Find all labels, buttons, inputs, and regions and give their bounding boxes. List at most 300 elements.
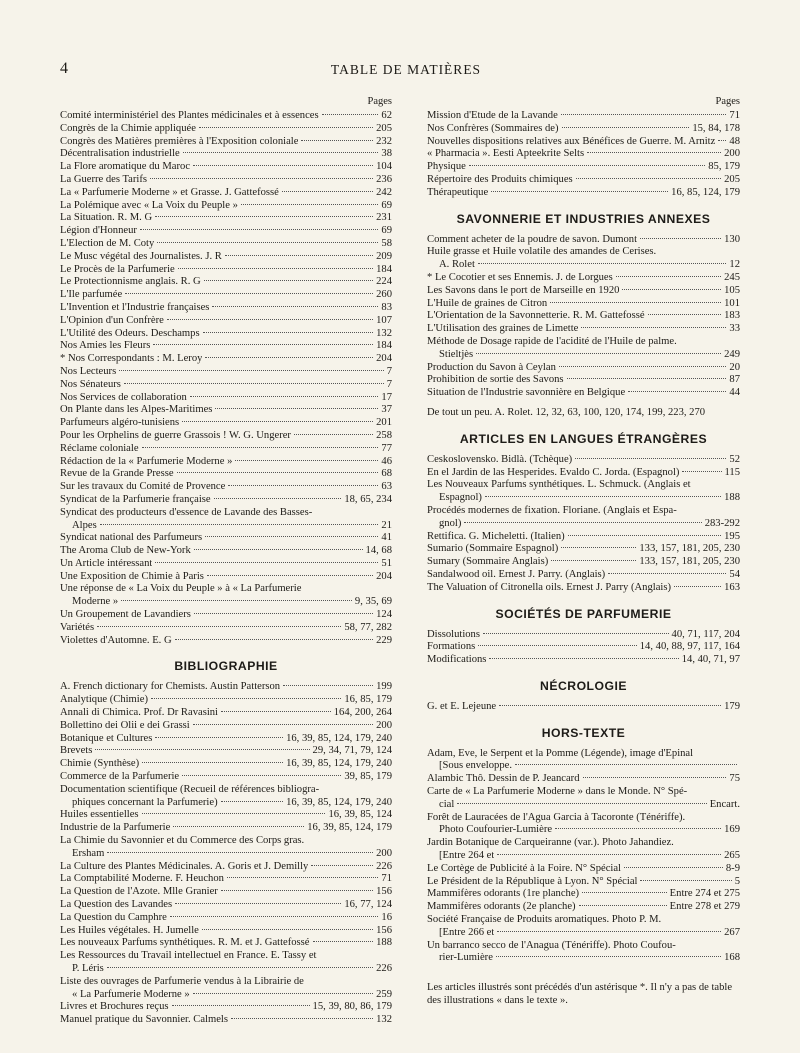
toc-entry xyxy=(60,264,392,277)
toc-entry xyxy=(60,148,392,161)
entry-title: Mammifères odorants (1re planche) xyxy=(427,888,580,900)
dot-leader xyxy=(153,344,373,345)
entry-title: L'Utilisation des graines de Limette xyxy=(427,323,579,335)
toc-entry xyxy=(60,886,392,899)
toc-entry xyxy=(60,733,392,746)
toc-entry xyxy=(60,340,392,353)
entry-title: L'Utilité des Odeurs. Deschamps xyxy=(60,327,200,339)
dot-leader xyxy=(121,600,352,601)
entry-pages: 224 xyxy=(376,276,392,288)
dot-leader xyxy=(173,826,304,827)
entry-title: L'Orientation de la Savonnetterie. R. M. Gattefossé xyxy=(427,310,645,322)
entry-pages: 105 xyxy=(724,284,740,296)
dot-leader xyxy=(640,238,721,239)
dot-leader xyxy=(301,140,373,141)
entry-pages: 133, 157, 181, 205, 230 xyxy=(639,543,740,555)
dot-leader xyxy=(151,698,341,699)
dot-leader xyxy=(155,216,373,217)
entry-title: Congrès de la Chimie appliquée xyxy=(60,122,196,134)
entry-title: Modifications xyxy=(427,654,487,666)
dot-leader xyxy=(648,314,722,315)
toc-entry xyxy=(427,187,740,200)
toc-entry xyxy=(60,745,392,758)
entry-title: L'Huile de graines de Citron xyxy=(427,297,548,309)
section-title-societes: SOCIÉTÉS DE PARFUMERIE xyxy=(495,606,672,621)
entry-title: La Question des Lavandes xyxy=(60,899,173,911)
toc-entry xyxy=(60,558,392,571)
dot-leader xyxy=(567,378,727,379)
dot-leader xyxy=(183,152,379,153)
toc-entry xyxy=(427,479,740,505)
dot-leader xyxy=(674,586,721,587)
entry-title: Les nouveaux Parfums synthétiques. R. M. et J. Gattefossé xyxy=(60,937,310,949)
toc-entry xyxy=(427,454,740,467)
entry-title: Pour les Orphelins de guerre Grassois ! W. G. Ungerer xyxy=(60,429,291,441)
toc-entry xyxy=(60,392,392,405)
toc-entry xyxy=(427,285,740,298)
entry-pages: Encart. xyxy=(709,798,740,810)
dot-leader xyxy=(203,332,374,333)
dot-leader xyxy=(478,645,636,646)
dot-leader xyxy=(581,327,726,328)
entry-title: Alambic Thô. Dessin de P. Jeancard xyxy=(427,773,580,785)
entry-pages: 77 xyxy=(381,442,392,454)
dot-leader xyxy=(124,383,384,384)
toc-entry xyxy=(60,758,392,771)
entry-pages: 83 xyxy=(381,301,392,313)
entry-title: Les Nouveaux Parfums synthétiques. L. Schmuck. (Anglais et xyxy=(427,479,691,491)
toc-entry xyxy=(60,443,392,456)
toc-entry xyxy=(60,720,392,733)
dot-leader xyxy=(469,165,705,166)
entry-title: Manuel pratique du Savonnier. Calmels xyxy=(60,1014,228,1026)
toc-entry xyxy=(60,417,392,430)
dot-leader xyxy=(204,280,373,281)
entry-pages: 12 xyxy=(729,259,740,271)
entry-pages: 7 xyxy=(386,378,392,390)
toc-entry xyxy=(427,863,740,876)
dot-leader xyxy=(212,306,378,307)
entry-pages: 156 xyxy=(376,886,392,898)
entry-title: Production du Savon à Ceylan xyxy=(427,361,556,373)
dot-leader xyxy=(150,178,373,179)
entry-title: Répertoire des Produits chimiques xyxy=(427,173,573,185)
dot-leader xyxy=(283,685,373,686)
dot-leader xyxy=(95,749,309,750)
toc-entry xyxy=(60,276,392,289)
entry-title: Sandalwood oil. Ernest J. Parry. (Anglais) xyxy=(427,568,606,580)
entry-title: Nos Confrères (Sommaires de) xyxy=(427,122,559,134)
entry-pages: 132 xyxy=(376,1014,392,1026)
dot-leader xyxy=(457,803,706,804)
entry-title: Situation de l'Industrie savonnière en Belgique xyxy=(427,387,626,399)
dot-leader xyxy=(193,993,373,994)
toc-entry xyxy=(427,543,740,556)
toc-entry xyxy=(427,701,740,714)
entry-pages: 29, 34, 71, 79, 124 xyxy=(312,745,392,757)
entry-title: Nos Sénateurs xyxy=(60,378,121,390)
entry-title: Commerce de la Parfumerie xyxy=(60,771,180,783)
toc-entry xyxy=(427,629,740,642)
dot-leader xyxy=(583,777,727,778)
entry-title: L'Ile parfumée xyxy=(60,289,123,301)
entry-pages: 229 xyxy=(376,634,392,646)
entry-pages: 156 xyxy=(376,924,392,936)
dot-leader xyxy=(485,496,721,497)
entry-pages: 245 xyxy=(724,271,740,283)
entry-title: Chimie (Synthèse) xyxy=(60,758,140,770)
dot-leader xyxy=(464,522,701,523)
toc-entry xyxy=(60,771,392,784)
toc-entry xyxy=(427,531,740,544)
toc-entry xyxy=(427,323,740,336)
toc-entry xyxy=(427,773,740,786)
entry-pages: 188 xyxy=(376,937,392,949)
toc-entry xyxy=(427,914,740,940)
dot-leader xyxy=(608,573,726,574)
entry-pages: 168 xyxy=(724,952,740,964)
entry-pages: 16, 77, 124 xyxy=(344,899,392,911)
toc-entry xyxy=(427,123,740,136)
toc-entry xyxy=(60,225,392,238)
toc-entry xyxy=(60,1001,392,1014)
toc-entry xyxy=(427,467,740,480)
dot-leader xyxy=(311,865,373,866)
entry-title: The Valuation of Citronella oils. Ernest J. Parry (Anglais) xyxy=(427,581,672,593)
necrologie-entries xyxy=(427,701,740,714)
entry-pages: 232 xyxy=(376,135,392,147)
toc-entry xyxy=(60,187,392,200)
toc-entry xyxy=(60,937,392,950)
entry-title: Sumary (Sommaire Anglais) xyxy=(427,556,549,568)
entry-title: Comment acheter de la poudre de savon. Dumont xyxy=(427,233,638,245)
toc-entry xyxy=(427,888,740,901)
entry-title-cont: Stieltjès xyxy=(439,348,474,360)
dot-leader xyxy=(616,276,721,277)
entry-pages: 184 xyxy=(376,263,392,275)
entry-title: Mammifères odorants (2e planche) xyxy=(427,901,576,913)
entry-pages: 71 xyxy=(381,873,392,885)
entry-title: Nouvelles dispositions relatives aux Bénéfices de Guerre. M. Arnitz xyxy=(427,135,716,147)
toc-entry xyxy=(60,583,392,609)
entry-pages: 163 xyxy=(724,581,740,593)
entry-pages: 179 xyxy=(724,700,740,712)
entry-title: Mission d'Etude de la Lavande xyxy=(427,110,558,121)
toc-entry xyxy=(60,123,392,136)
entry-title: La Culture des Plantes Médicinales. A. Goris et J. Demilly xyxy=(60,860,309,872)
entry-pages: 87 xyxy=(729,374,740,386)
dot-leader xyxy=(202,929,373,930)
entry-title: Brevets xyxy=(60,745,93,757)
toc-entry xyxy=(60,976,392,1002)
entry-title: * Nos Correspondants : M. Leroy xyxy=(60,353,203,365)
toc-entry xyxy=(60,822,392,835)
dot-leader xyxy=(497,854,721,855)
entry-pages: 68 xyxy=(381,468,392,480)
entry-pages: 69 xyxy=(381,225,392,237)
page-header xyxy=(60,60,752,80)
toc-entry xyxy=(427,569,740,582)
toc-entry xyxy=(427,940,740,966)
dot-leader xyxy=(235,460,378,461)
page-number: 4 xyxy=(60,60,68,77)
entry-pages: 115 xyxy=(724,466,740,478)
dot-leader xyxy=(228,485,378,486)
toc-entry xyxy=(60,238,392,251)
toc-entry xyxy=(60,835,392,861)
entry-title: Le Cortège de Publicité à la Foire. N° Spécial xyxy=(427,862,621,874)
entry-pages: 48 xyxy=(729,135,740,147)
entry-title: Ceskoslovensko. Bidlà. (Tchèque) xyxy=(427,453,573,465)
toc-entry xyxy=(427,387,740,400)
toc-entry xyxy=(60,328,392,341)
dot-leader xyxy=(125,293,373,294)
toc-entry xyxy=(427,641,740,654)
toc-entry xyxy=(60,635,392,648)
pages-label-right: Pages xyxy=(715,96,740,107)
entry-title: Comité interministériel des Plantes médicinales et à essences xyxy=(60,110,319,121)
entry-pages: 209 xyxy=(376,250,392,262)
dot-leader xyxy=(221,890,373,891)
dot-leader xyxy=(496,956,721,957)
entry-title: Méthode de Dosage rapide de l'acidité de l'Huile de palme. xyxy=(427,335,677,347)
dot-leader xyxy=(205,536,378,537)
dot-leader xyxy=(194,613,373,614)
entry-pages: 40, 71, 117, 204 xyxy=(671,628,740,640)
dot-leader xyxy=(562,127,690,128)
section-title-necrologie: NÉCROLOGIE xyxy=(540,678,627,693)
entry-pages: 44 xyxy=(729,387,740,399)
entry-pages: 46 xyxy=(381,455,392,467)
entry-title: En el Jardin de las Hesperides. Evaldo C. Jorda. (Espagnol) xyxy=(427,466,680,478)
dot-leader xyxy=(215,408,378,409)
entry-pages: 71 xyxy=(729,110,740,121)
entry-title-cont: Espagnol) xyxy=(439,492,482,504)
entry-pages: 16, 39, 85, 124, 179, 240 xyxy=(286,732,392,744)
dot-leader xyxy=(489,658,678,659)
entry-title: Le Musc végétal des Journalistes. J. R xyxy=(60,250,222,262)
dot-leader xyxy=(483,633,669,634)
entry-title: Annali di Chimica. Prof. Dr Ravasini xyxy=(60,707,219,719)
entry-pages: 63 xyxy=(381,481,392,493)
entry-pages: 267 xyxy=(724,926,740,938)
page-title: TABLE DE MATIÈRES xyxy=(330,62,482,77)
dot-leader xyxy=(225,255,373,256)
toc-entry xyxy=(60,694,392,707)
toc-entry xyxy=(60,707,392,720)
entry-title: A. French dictionary for Chemists. Austin Patterson xyxy=(60,681,281,693)
dot-leader xyxy=(172,1005,310,1006)
dot-leader xyxy=(478,263,727,264)
dot-leader xyxy=(119,370,384,371)
dot-leader xyxy=(175,903,341,904)
entry-pages: Entre 274 et 275 xyxy=(669,888,740,900)
entry-title: Syndicat national des Parfumeurs xyxy=(60,532,203,544)
entry-title: Liste des ouvrages de Parfumerie vendus à la Librairie de xyxy=(60,975,304,987)
dot-leader xyxy=(579,905,667,906)
entry-pages: 169 xyxy=(724,824,740,836)
dot-leader xyxy=(628,391,726,392)
left-column xyxy=(60,96,392,1027)
dot-leader xyxy=(182,421,373,422)
dot-leader xyxy=(227,877,378,878)
toc-entry xyxy=(60,200,392,213)
entry-title: Formations xyxy=(427,641,476,653)
dot-leader xyxy=(100,524,379,525)
dot-leader xyxy=(107,852,373,853)
dot-leader xyxy=(322,114,379,115)
entry-title: G. et E. Lejeune xyxy=(427,700,497,712)
section-title-articles: ARTICLES EN LANGUES ÉTRANGÈRES xyxy=(459,431,708,446)
toc-entry xyxy=(60,681,392,694)
entry-title: Prohibition de sortie des Savons xyxy=(427,374,564,386)
entry-pages: 41 xyxy=(381,532,392,544)
toc-entry xyxy=(427,336,740,362)
entry-title-cont: Ersham xyxy=(72,847,105,859)
entry-pages: 259 xyxy=(376,988,392,1000)
dot-leader xyxy=(175,639,374,640)
dot-leader xyxy=(107,967,373,968)
entry-title: La Flore aromatique du Maroc xyxy=(60,161,191,173)
entry-pages: 14, 68 xyxy=(365,545,392,557)
toc-entry xyxy=(60,289,392,302)
toc-entry xyxy=(60,212,392,225)
toc-entry xyxy=(60,136,392,149)
toc-entry xyxy=(427,246,740,272)
entry-pages: 16, 39, 85, 124, 179 xyxy=(307,822,392,834)
entry-pages: 15, 39, 80, 86, 179 xyxy=(312,1001,392,1013)
entry-title: La Question de l'Azote. Mlle Granier xyxy=(60,886,218,898)
entry-pages: 16 xyxy=(381,911,392,923)
toc-entry xyxy=(427,362,740,375)
entry-title: Dissolutions xyxy=(427,628,480,640)
dot-leader xyxy=(231,1018,373,1019)
toc-entry xyxy=(427,148,740,161)
entry-pages: 265 xyxy=(724,850,740,862)
entry-title: Nos Lecteurs xyxy=(60,365,117,377)
section-title-savonnerie: SAVONNERIE ET INDUSTRIES ANNEXES xyxy=(456,211,711,226)
entry-pages: 54 xyxy=(729,568,740,580)
entry-pages: 200 xyxy=(724,148,740,160)
entry-title: La Polémique avec « La Voix du Peuple » xyxy=(60,199,238,211)
entry-title: L'Invention et l'Industrie françaises xyxy=(60,301,210,313)
entry-title: La « Parfumerie Moderne » et Grasse. J. Gattefossé xyxy=(60,186,279,198)
toc-entry xyxy=(60,925,392,938)
entry-pages: 204 xyxy=(376,353,392,365)
entry-title: La Situation. R. M. G xyxy=(60,212,153,224)
entry-title: Revue de la Grande Presse xyxy=(60,468,174,480)
toc-entry xyxy=(60,404,392,417)
entry-pages: 188 xyxy=(724,492,740,504)
dot-leader xyxy=(551,560,636,561)
entry-title: Huiles essentielles xyxy=(60,809,139,821)
entry-pages: 16, 39, 85, 124, 179, 240 xyxy=(286,758,392,770)
entry-pages: 5 xyxy=(734,875,740,887)
dot-leader xyxy=(140,229,378,230)
dot-leader xyxy=(142,813,326,814)
dot-leader xyxy=(182,775,341,776)
entry-pages: 21 xyxy=(381,519,392,531)
toc-entry xyxy=(60,507,392,533)
entry-pages: 226 xyxy=(376,963,392,974)
entry-title-cont: gnol) xyxy=(439,517,462,529)
entry-title-cont: phiques concernant la Parfumerie) xyxy=(72,796,218,808)
entry-title: Les Ressources du Travail intellectuel en France. E. Tassy et xyxy=(60,950,317,962)
toc-entry xyxy=(60,366,392,379)
pages-label-left: Pages xyxy=(367,96,392,107)
entry-pages: 201 xyxy=(376,417,392,429)
entry-title: La Chimie du Savonnier et du Commerce des Corps gras. xyxy=(60,835,305,847)
dot-leader xyxy=(718,140,726,141)
toc-entry xyxy=(60,110,392,123)
de-tout-un-peu-entry: De tout un peu. A. Rolet. 12, 32, 63, 100, 120, 174, 199, 223, 270 xyxy=(427,406,706,418)
entry-title: On Plante dans les Alpes-Maritimes xyxy=(60,404,213,416)
entry-title: « Pharmacia ». Eesti Apteekrite Selts xyxy=(427,148,585,160)
dot-leader xyxy=(167,319,373,320)
entry-title: Analytique (Chimie) xyxy=(60,694,148,706)
dot-leader xyxy=(476,353,721,354)
entry-pages: Entre 278 et 279 xyxy=(669,901,740,913)
dot-leader xyxy=(575,458,726,459)
entry-pages: 14, 40, 88, 97, 117, 164 xyxy=(639,641,740,653)
toc-entry xyxy=(60,302,392,315)
dot-leader xyxy=(142,447,379,448)
toc-entry xyxy=(60,571,392,584)
entry-pages: 226 xyxy=(376,860,392,872)
dot-leader xyxy=(142,762,283,763)
toc-entry xyxy=(427,748,740,774)
bibliographie-entries xyxy=(60,681,392,1027)
entry-pages: 75 xyxy=(729,773,740,785)
toc-entry xyxy=(60,468,392,481)
dot-leader xyxy=(561,547,636,548)
entry-pages: 107 xyxy=(376,314,392,326)
dot-leader xyxy=(568,535,721,536)
entry-pages: 205 xyxy=(724,173,740,185)
toc-entry xyxy=(60,784,392,810)
entry-pages: 124 xyxy=(376,609,392,621)
entry-pages: 33 xyxy=(729,323,740,335)
entry-title: Huile grasse et Huile volatile des amandes de Cerises. xyxy=(427,246,657,258)
entry-title: Un Article intéressant xyxy=(60,557,153,569)
entry-title: Botanique et Cultures xyxy=(60,732,153,744)
entry-title-cont: Photo Coufourier-Lumière xyxy=(439,824,553,836)
dot-leader xyxy=(157,242,378,243)
dot-leader xyxy=(193,724,373,725)
dot-leader xyxy=(178,268,373,269)
entry-title: Un Groupement de Lavandiers xyxy=(60,609,191,621)
entry-title: Violettes d'Automne. E. G xyxy=(60,634,172,646)
entry-pages: 283-292 xyxy=(704,517,740,529)
toc-entry xyxy=(427,901,740,914)
dot-leader xyxy=(177,472,379,473)
entry-pages: 132 xyxy=(376,327,392,339)
entry-title: Thérapeutique xyxy=(427,186,489,198)
entry-title: Documentation scientifique (Recueil de références bibliogra- xyxy=(60,783,320,795)
entry-pages: 37 xyxy=(381,404,392,416)
toc-entry xyxy=(60,251,392,264)
toc-entry xyxy=(60,315,392,328)
dot-leader xyxy=(587,152,721,153)
entry-title: Le Président de la République à Lyon. N° Spécial xyxy=(427,875,638,887)
entry-title: Réclame coloniale xyxy=(60,442,139,454)
general-entries xyxy=(60,110,392,647)
entry-title: Forêt de Lauracées de l'Agua Garcia à Tacoronte (Ténériffe). xyxy=(427,811,686,823)
entry-pages: 258 xyxy=(376,429,392,441)
toc-entry xyxy=(60,609,392,622)
entry-pages: 104 xyxy=(376,161,392,173)
dot-leader xyxy=(193,165,373,166)
